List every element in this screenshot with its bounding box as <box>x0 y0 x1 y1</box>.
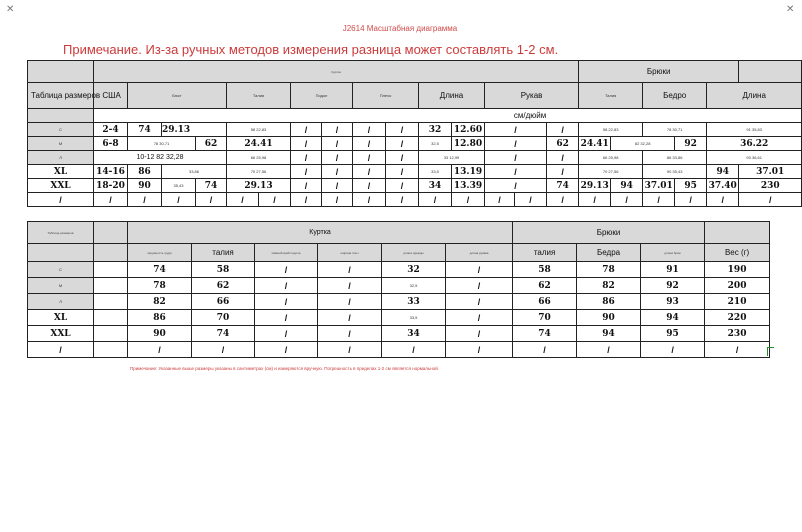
cell-bust: 86 <box>128 165 162 179</box>
cell-sleeve: / <box>485 123 547 137</box>
cell-shoulder: / <box>318 294 382 310</box>
table-row <box>28 294 770 310</box>
cell-blank <box>94 262 128 278</box>
cell-bust: 74 <box>128 123 162 137</box>
row-size-s: С <box>28 123 94 137</box>
cell-length: 33,5 <box>419 165 452 179</box>
cell-empty: / <box>318 342 382 358</box>
header-trouser-length: Длина <box>707 83 802 109</box>
cell-sleeve: / <box>446 310 513 326</box>
header-jacket: Куртка <box>128 222 513 244</box>
cell-empty: / <box>577 342 641 358</box>
measurement-note: Примечание. Из-за ручных методов измерения разница может составлять 1-2 см. <box>63 42 559 57</box>
cell-waist: 62 <box>192 278 255 294</box>
header-trouser-hip: Бедра <box>577 244 641 262</box>
top-left-close-icon: ✕ <box>6 4 15 15</box>
cell-trouser-waist: 70 27,56 <box>579 165 643 179</box>
cell-shoulder: / <box>318 262 382 278</box>
cell-shoulder: / <box>353 165 386 179</box>
cell-empty: / <box>128 342 192 358</box>
cell-usa-bust: 10-12 82 32,28 <box>94 151 227 165</box>
cell-waist: 62 <box>196 137 227 151</box>
cell-hem: / <box>255 278 318 294</box>
cell-hem: / <box>255 262 318 278</box>
cell-sleeve: / <box>446 326 513 342</box>
row-size-xxl: XXL <box>28 179 94 193</box>
header-shoulder: Плечо <box>353 83 419 109</box>
cell-trouser-waist: 62 <box>547 137 579 151</box>
cell-empty: / <box>419 193 452 207</box>
size-chart-cm <box>27 221 770 358</box>
cell-trouser-waist: 66 25,98 <box>579 151 643 165</box>
cell-sleeve: / <box>485 179 547 193</box>
cell-shoulder2: / <box>386 137 419 151</box>
cell-trouser-length: 95 <box>641 326 705 342</box>
header-hem: Подол <box>291 83 353 109</box>
cell-trouser-hip: 78 30,71 <box>643 123 707 137</box>
cell-shoulder: / <box>353 179 386 193</box>
cell-bust: 78 <box>128 278 192 294</box>
cell-hem2: / <box>322 179 353 193</box>
header-shoulder: ширина плеч <box>318 244 382 262</box>
cell-trouser-length: 94 <box>707 165 739 179</box>
cell-trouser-length-in: 36.22 <box>707 137 802 151</box>
cell-trouser-waist-in: 24.41 <box>580 138 609 149</box>
cell-sleeve: / <box>485 151 547 165</box>
row-size: М <box>28 278 94 294</box>
cell-waist: 58 <box>192 262 255 278</box>
cell-empty: / <box>705 342 770 358</box>
cell-trouser-waist: 58 22,83 <box>579 123 643 137</box>
header-bust: окружность груди <box>128 244 192 262</box>
cell-empty: / <box>485 193 515 207</box>
header-trouser-waist: талия <box>513 244 577 262</box>
cell-empty: / <box>322 193 353 207</box>
header-size-table: Таблица размеров США <box>28 83 94 109</box>
cell-weight: 200 <box>705 278 770 294</box>
cell-trouser-hip-in: 37.01 <box>644 180 673 191</box>
cell-blank <box>94 342 128 358</box>
cell-length-in: 13.39 <box>452 179 485 193</box>
table-row <box>28 262 770 278</box>
header-bust: Бюст <box>128 83 227 109</box>
cell-empty: / <box>452 193 485 207</box>
header-trouser-hip: Бедро <box>643 83 707 109</box>
cell-trouser-length: 92 <box>641 278 705 294</box>
cell-trouser-hip: 82 <box>577 278 641 294</box>
cell-trouser-length: 94 <box>641 310 705 326</box>
table-row <box>28 310 770 326</box>
cell-empty: / <box>643 193 675 207</box>
cell-usa: 14-16 <box>94 165 128 179</box>
cell-weight: 210 <box>705 294 770 310</box>
header-sleeve: длина рукава <box>446 244 513 262</box>
cell-length: 33 12,99 <box>419 151 485 165</box>
cell-shoulder: / <box>318 278 382 294</box>
cell-sleeve: / <box>446 294 513 310</box>
size-chart-inches <box>27 60 802 207</box>
cell-length: 33 <box>382 294 446 310</box>
cell-hem: / <box>291 165 322 179</box>
row-size: XXL <box>28 326 94 342</box>
cell-empty: / <box>547 193 579 207</box>
row-size-empty: / <box>28 193 94 207</box>
cell-empty: / <box>192 342 255 358</box>
cell-blank <box>94 294 128 310</box>
cell-trouser-hip: 94 <box>611 179 643 193</box>
row-size-l: Л <box>28 151 94 165</box>
cell-shoulder2: / <box>386 123 419 137</box>
cell-bust-in: 29.13 <box>162 123 227 137</box>
cell-hem: / <box>255 310 318 326</box>
header-empty <box>28 61 94 83</box>
cell-length: 32 <box>382 262 446 278</box>
cell-length: 34 <box>419 179 452 193</box>
cell-blank <box>94 310 128 326</box>
cell-trouser-hip: 90 <box>577 310 641 326</box>
cell-sleeve: / <box>485 137 547 151</box>
cell-waist: 70 27,56 <box>227 165 291 179</box>
cell-shoulder2: / <box>386 179 419 193</box>
cell-waist: 66 25,98 <box>227 151 291 165</box>
cell-waist: 70 <box>192 310 255 326</box>
row-size: С <box>28 262 94 278</box>
cell-length: 32,5 <box>382 278 446 294</box>
cell-weight: 230 <box>705 326 770 342</box>
footnote: Примечание: Указанные выше размеры указаны в сантиметрах (см) и измеряются вручную. Погрешность в пределах 1-2 см является нормальной. <box>130 366 440 371</box>
cell-empty: / <box>255 342 318 358</box>
header-length: Длина <box>419 83 485 109</box>
cell-bust: 78 30,71 <box>128 137 196 151</box>
cell-trouser-hip: 78 <box>577 262 641 278</box>
cell-hem2: / <box>322 165 353 179</box>
cell-waist: 66 <box>192 294 255 310</box>
header-weight-empty <box>705 222 770 244</box>
cell-bust: 90 <box>128 179 162 193</box>
cell-empty: / <box>515 193 547 207</box>
cell-trouser-length: 95 <box>675 179 707 193</box>
cell-waist: 58 22,83 <box>227 123 291 137</box>
cell-shoulder: / <box>318 326 382 342</box>
cell-empty: / <box>641 342 705 358</box>
header-blank2 <box>94 244 128 262</box>
header-trouser-waist: Талия <box>579 83 643 109</box>
cell-sleeve2: / <box>547 165 579 179</box>
cell-empty: / <box>675 193 707 207</box>
cell-weight: 230 <box>739 179 802 193</box>
cell-trouser-waist: 66 <box>513 294 577 310</box>
cell-hem: / <box>291 137 322 151</box>
cell-waist: 74 <box>196 179 227 193</box>
header-blank <box>94 222 128 244</box>
cell-sleeve: / <box>446 262 513 278</box>
cell-empty: / <box>128 193 162 207</box>
cell-trouser-length: 92 <box>675 137 707 151</box>
cell-blank <box>94 326 128 342</box>
cell-empty: / <box>707 193 739 207</box>
cell-empty: / <box>382 342 446 358</box>
cell-trouser-length: 93 <box>641 294 705 310</box>
empty-size-row <box>28 193 802 207</box>
cell-weight: 220 <box>705 310 770 326</box>
header-jacket: Куртка <box>94 61 579 83</box>
cell-trouser-waist: 70 <box>513 310 577 326</box>
cell-trouser-waist: 58 <box>513 262 577 278</box>
cell-empty: / <box>611 193 643 207</box>
table-row <box>28 278 770 294</box>
cell-trouser-hip: 86 <box>577 294 641 310</box>
cell-empty: / <box>579 193 611 207</box>
header-size-table: Таблица размеров <box>28 222 94 244</box>
top-right-close-icon: ✕ <box>786 4 795 15</box>
cell-length: 32,5 <box>419 137 452 151</box>
unit-row-label <box>28 109 94 123</box>
cell-hem: / <box>255 326 318 342</box>
cell-hem: / <box>291 151 322 165</box>
cell-empty: / <box>739 193 802 207</box>
cell-length-in: 12.60 <box>452 123 485 137</box>
cell-empty: / <box>259 193 291 207</box>
cell-shoulder: / <box>353 137 386 151</box>
header-trouser-length: длина брюк <box>641 244 705 262</box>
cell-empty: / <box>162 193 196 207</box>
cell-length: 32 <box>419 123 452 137</box>
cell-hem2: / <box>322 137 353 151</box>
cell-blank <box>94 278 128 294</box>
cell-empty: / <box>513 342 577 358</box>
cell-bust: 74 <box>128 262 192 278</box>
cell-shoulder: / <box>353 151 386 165</box>
cell-length-in: 12.80 <box>452 137 485 151</box>
cell-empty: / <box>446 342 513 358</box>
cell-trouser-waist-in: 29.13 <box>580 180 609 191</box>
header-sleeve: Рукав <box>485 83 579 109</box>
cell-sleeve: / <box>485 165 547 179</box>
cell-trouser-length: 91 <box>641 262 705 278</box>
cell-weight: 190 <box>705 262 770 278</box>
cell-bust-in: 35,43 <box>162 179 196 193</box>
cell-empty: / <box>227 193 259 207</box>
cell-trouser-length: 91 35,83 <box>707 123 802 137</box>
unit-label: см/дюйм <box>94 109 802 123</box>
cell-trouser-hip: 90 35,43 <box>643 165 707 179</box>
header-size-empty <box>28 244 94 262</box>
cell-sleeve2: / <box>547 123 579 137</box>
cell-hem: / <box>291 123 322 137</box>
cell-hem: / <box>291 179 322 193</box>
cell-bust: 82 <box>128 294 192 310</box>
row-size: XL <box>28 310 94 326</box>
row-size-m: М <box>28 137 94 151</box>
header-length: длина одежды <box>382 244 446 262</box>
cell-waist-in: 24.41 <box>227 137 291 151</box>
header-trousers: Брюки <box>513 222 705 244</box>
cell-shoulder: / <box>318 310 382 326</box>
cell-empty: / <box>196 193 227 207</box>
header-waist: талия <box>192 244 255 262</box>
cell-trouser-hip: 94 <box>577 326 641 342</box>
row-size: Л <box>28 294 94 310</box>
cell-empty: / <box>353 193 386 207</box>
cell-trouser-waist: 62 <box>513 278 577 294</box>
cell-shoulder: / <box>353 123 386 137</box>
corner-marker-icon <box>767 347 774 356</box>
cell-usa: 18-20 <box>94 179 128 193</box>
cell-length: 33,5 <box>382 310 446 326</box>
empty-size-row <box>28 342 770 358</box>
cell-empty: / <box>386 193 419 207</box>
cell-shoulder2: / <box>386 165 419 179</box>
cell-sleeve: / <box>446 278 513 294</box>
cell-trouser-length: 93 36,61 <box>707 151 802 165</box>
cell-shoulder2: / <box>386 151 419 165</box>
cell-waist-in: 29.13 <box>227 179 291 193</box>
cell-trouser-hip: 82 32,28 <box>611 137 675 151</box>
cell-usa: 2-4 <box>94 123 128 137</box>
header-weight-empty <box>739 61 802 83</box>
row-size-empty: / <box>28 342 94 358</box>
cell-usa: 6-8 <box>94 137 128 151</box>
cell-hem2: / <box>322 123 353 137</box>
cell-empty: / <box>94 193 128 207</box>
cell-trouser-waist: 74 <box>513 326 577 342</box>
cell-waist: 74 <box>192 326 255 342</box>
page-title: J2614 Масштабная диаграмма <box>342 24 458 33</box>
cell-sleeve2: / <box>547 151 579 165</box>
header-waist: Талия <box>227 83 291 109</box>
cell-trouser-hip: 86 33,86 <box>643 151 707 165</box>
header-hem: Нижний край подола <box>255 244 318 262</box>
row-size-xl: XL <box>28 165 94 179</box>
table-row <box>28 326 770 342</box>
cell-bust-in: 33,86 <box>162 165 227 179</box>
cell-bust: 90 <box>128 326 192 342</box>
header-weight: Вес (г) <box>705 244 770 262</box>
cell-trouser-waist: 74 <box>547 179 579 193</box>
cell-hem2: / <box>322 151 353 165</box>
cell-bust: 86 <box>128 310 192 326</box>
cell-empty: / <box>291 193 322 207</box>
cell-hem: / <box>255 294 318 310</box>
cell-trouser-length-in: 37.01 <box>739 165 802 179</box>
cell-length-in: 13.19 <box>452 165 485 179</box>
cell-trouser-length-in: 37.40 <box>708 180 737 191</box>
header-trousers: Брюки <box>579 61 739 83</box>
cell-length: 34 <box>382 326 446 342</box>
